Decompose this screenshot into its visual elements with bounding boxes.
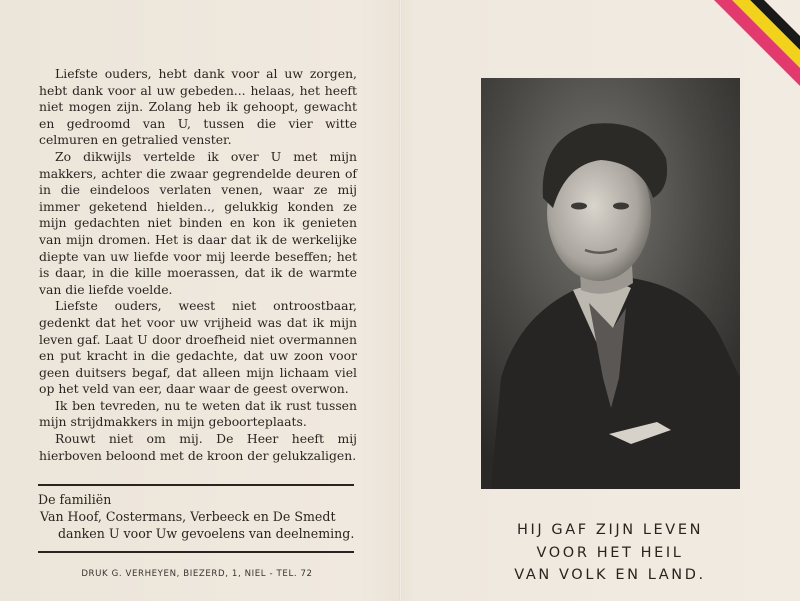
caption-line-1: HIJ GAF ZIJN LEVEN [516, 522, 704, 538]
caption-line-2: VOOR HET HEIL [536, 544, 684, 561]
family-names: Van Hoof, Costermans, Verbeeck en De Smedt [40, 509, 336, 524]
family-thanks [38, 491, 356, 542]
farewell-letter [39, 66, 357, 464]
printer-imprint: DRUK G. VERHEYEN, BIEZERD, 1, NIEL - TEL. 72 [81, 569, 313, 579]
divider-top [38, 484, 354, 486]
letter-paragraph: Liefste ouders, hebt dank voor al uw zorgen, hebt dank voor al uw gebeden... helaas, het heeft niet mogen zijn. Zolang heb ik gehoopt, gewacht en gedroomd van U, tussen die vier witte celmuren en getralied venster. [39, 66, 357, 148]
family-thanks-text: danken U voor Uw gevoelens van deelneming. [58, 526, 355, 541]
letter-paragraph: Rouwt niet om mij. De Heer heeft mij hierboven beloond met de kroon der gelukzaligen. [39, 431, 357, 463]
belgian-flag-ribbon [650, 0, 800, 150]
divider-bottom [38, 551, 354, 553]
letter-paragraph: Zo dikwijls vertelde ik over U met mijn makkers, achter die zwaar gegrendelde deuren of in die eindeloos verlaten venen, waar ze mij immer geketend hielden.., gelukkig konden ze mijn gedachten niet binden en kon ik genieten van mijn dromen. Het is daar dat ik de werkelijke diepte van uw liefde voor mij leerde beseffen; het is daar, in die kille moerassen, dat ik de warmte van die liefde voelde. [39, 148, 357, 297]
family-heading: De familiën [38, 492, 112, 507]
letter-paragraph: Ik ben tevreden, nu te weten dat ik rust tussen mijn strijdmakkers in mijn geboorteplaats. [39, 397, 357, 430]
caption-line-3: VAN VOLK EN LAND. [514, 567, 706, 583]
letter-paragraph: Liefste ouders, weest niet ontroostbaar, gedenkt dat het voor uw vrijheid was dat ik mijn leven gaf. Laat U door droefheid niet overmannen en put kracht in die gedachte, dat uw zoon voor geen duitsers begaf, dat alleen mijn lichaam viel op het veld van eer, daar waar de geest overwon. [39, 298, 357, 397]
tribute-caption [470, 519, 750, 587]
